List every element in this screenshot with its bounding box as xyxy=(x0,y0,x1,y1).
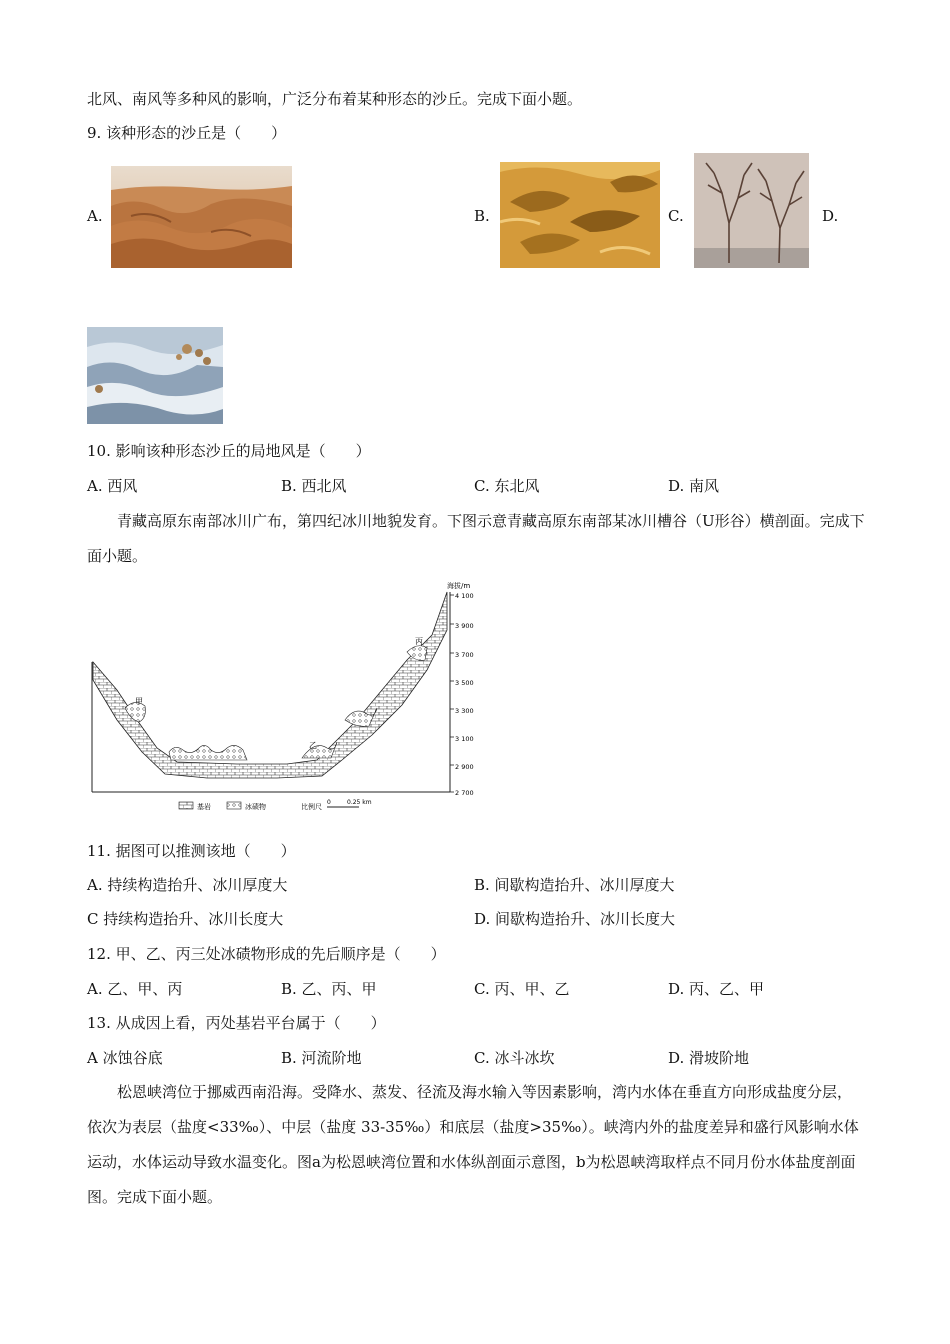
passage-glacier-valley: 青藏高原东南部冰川广布，第四纪冰川地貌发育。下图示意青藏高原东南部某冰川槽谷（U形谷）横剖面。完成下面小题。 xyxy=(87,512,865,565)
q12-option-b[interactable]: B. 乙、丙、甲 xyxy=(281,980,377,998)
q11-option-c[interactable]: C 持续构造抬升、冰川长度大 xyxy=(87,910,284,928)
legend-moraine-label: 冰碛物 xyxy=(245,803,266,811)
y-tick-label: 3 300 xyxy=(455,707,474,715)
option-b-label: B. xyxy=(474,207,490,225)
option-a-label: A. xyxy=(87,207,103,225)
q12-option-c[interactable]: C. 丙、甲、乙 xyxy=(474,980,570,998)
option-d-photo-snow-dunes[interactable] xyxy=(87,327,223,424)
q11-option-b[interactable]: B. 间歇构造抬升、冰川厚度大 xyxy=(474,876,675,894)
q12-option-d[interactable]: D. 丙、乙、甲 xyxy=(668,980,765,998)
legend-moraine-swatch xyxy=(227,802,241,809)
scale-bar-prefix: 比例尺 xyxy=(301,803,322,811)
question-9-stem: 9. 该种形态的沙丘是（ ） xyxy=(87,124,287,142)
legend-bedrock-label: 基岩 xyxy=(197,803,211,811)
y-tick-label: 3 700 xyxy=(455,651,474,659)
question-11-stem: 11. 据图可以推测该地（ ） xyxy=(87,842,296,860)
q10-option-a[interactable]: A. 西风 xyxy=(87,477,138,495)
q12-option-a[interactable]: A. 乙、甲、丙 xyxy=(87,980,183,998)
scale-bar-zero: 0 xyxy=(327,799,331,806)
option-b-photo-crescent-dunes[interactable] xyxy=(500,162,660,268)
option-d-label: D. xyxy=(822,207,839,225)
y-tick-label: 3 500 xyxy=(455,679,474,687)
moraine-valley-floor xyxy=(169,745,247,760)
site-label-yi: 乙 xyxy=(309,741,317,750)
q13-option-b[interactable]: B. 河流阶地 xyxy=(281,1049,362,1067)
option-c-label: C. xyxy=(668,207,684,225)
bedrock-layer xyxy=(93,592,447,778)
question-10-stem: 10. 影响该种形态沙丘的局地风是（ ） xyxy=(87,442,371,460)
option-a-photo-dunes[interactable] xyxy=(111,166,292,268)
legend-bedrock-swatch xyxy=(179,802,193,809)
question-13-stem: 13. 从成因上看，丙处基岩平台属于（ ） xyxy=(87,1014,386,1032)
y-tick-label: 2 900 xyxy=(455,763,474,771)
q11-option-a[interactable]: A. 持续构造抬升、冰川厚度大 xyxy=(87,876,288,894)
passage-sognefjord: 松恩峡湾位于挪威西南沿海。受降水、蒸发、径流及海水输入等因素影响，湾内水体在垂直方向形成盐度分层，依次为表层（盐度<33‰）、中层（盐度 33-35‰）和底层（盐度>35‰）。峡湾内外的盐度差异和盛行风影响水体运动，水体运动导致水温变化。图a为松恩峡湾位置和水体纵剖面示意图，b为松恩峡湾取样点不同月份水体盐度剖面图。完成下面小题。 xyxy=(87,1083,859,1206)
y-tick-label: 3 900 xyxy=(455,622,474,630)
glacier-valley-profile-figure xyxy=(87,580,487,820)
q11-option-d[interactable]: D. 间歇构造抬升、冰川长度大 xyxy=(474,910,676,928)
q13-option-d[interactable]: D. 滑坡阶地 xyxy=(668,1049,750,1067)
q13-option-a[interactable]: A 冰蚀谷底 xyxy=(87,1049,163,1067)
y-tick-label: 2 700 xyxy=(455,789,474,797)
question-12-stem: 12. 甲、乙、丙三处冰碛物形成的先后顺序是（ ） xyxy=(87,945,446,963)
q10-option-d[interactable]: D. 南风 xyxy=(668,477,720,495)
y-axis-title: 海拔/m xyxy=(447,582,471,590)
q13-option-c[interactable]: C. 冰斗冰坎 xyxy=(474,1049,555,1067)
q10-option-b[interactable]: B. 西北风 xyxy=(281,477,347,495)
passage-tail: 北风、南风等多种风的影响，广泛分布着某种形态的沙丘。完成下面小题。 xyxy=(87,90,583,108)
q10-option-c[interactable]: C. 东北风 xyxy=(474,477,540,495)
moraine-yi xyxy=(302,742,337,758)
site-label-jia: 甲 xyxy=(135,697,143,706)
y-tick-label: 3 100 xyxy=(455,735,474,743)
scale-bar-value: 0.25 km xyxy=(347,799,372,806)
site-label-bing: 丙 xyxy=(415,637,423,646)
option-c-photo-tree-drainage[interactable] xyxy=(694,153,809,268)
y-tick-label: 4 100 xyxy=(455,592,474,600)
